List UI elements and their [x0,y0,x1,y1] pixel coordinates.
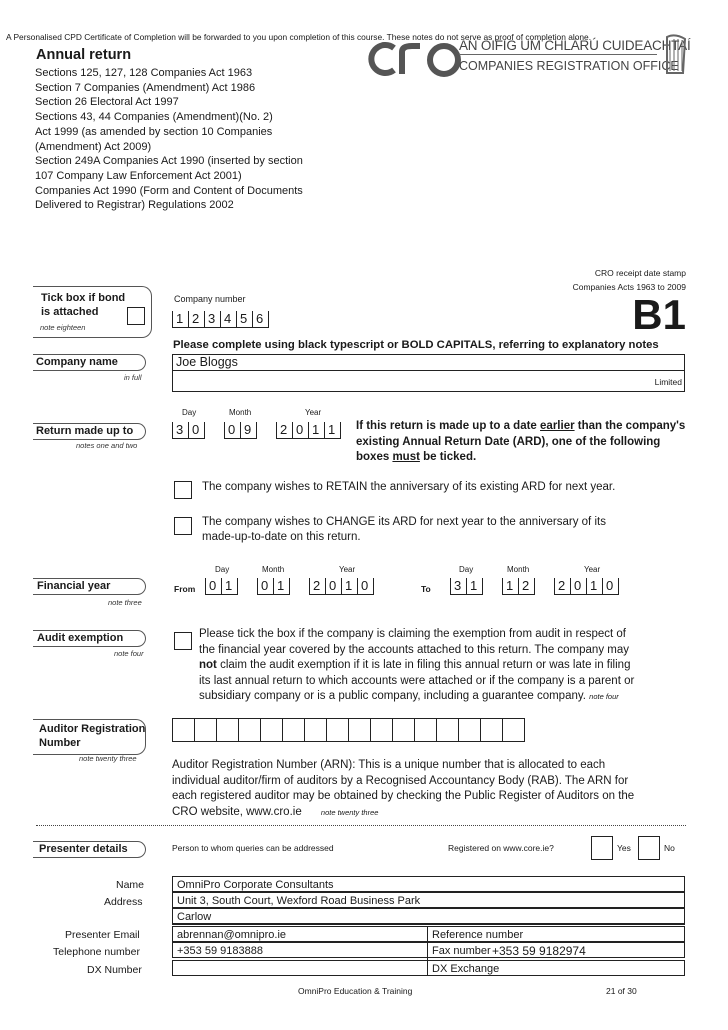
digit: 2 [518,578,534,594]
footer-page: 21 of 30 [606,986,637,996]
warning-earlier: earlier [540,420,575,432]
audit-line-3-rest: claim the audit exemption if it is late in filing this annual return or was late in filing [216,659,631,671]
warning-text-mid: than the company's existing Annual Return Date (ARD), one of the following boxes [356,420,686,463]
return-month-input[interactable] [224,422,257,439]
digit: 9 [240,422,256,438]
presenter-dx-row [172,960,685,976]
digit: 4 [220,311,236,327]
audit-note: note four [114,649,144,658]
fy-to-day-input[interactable] [450,578,483,595]
company-number-input[interactable] [172,311,269,328]
core-label: Registered on www.core.ie? [448,843,554,853]
fy-from-label: From [174,584,196,594]
bond-label-2: is attached [41,306,99,318]
company-number-label: Company number [174,294,246,304]
core-no-checkbox[interactable] [638,836,660,860]
audit-line: Please tick the box if the company is claiming the exemption from audit in respect of [199,628,626,640]
core-yes-label: Yes [617,843,631,853]
bond-checkbox[interactable] [127,307,145,325]
cro-english-name: COMPANIES REGISTRATION OFFICE [459,59,679,73]
digit: 0 [292,422,308,438]
arn-desc-line: individual auditor/firm of auditors by a Recognised Accountancy Body (RAB). The ARN for [172,774,629,787]
presenter-email-value[interactable]: abrennan@omnipro.ie [177,929,287,941]
company-name-field[interactable] [172,354,685,392]
fy-from-year-input[interactable] [309,578,374,595]
section-separator [36,825,686,826]
arn-box [305,719,327,741]
digit: 1 [221,578,237,594]
company-name-label: Company name [36,356,118,368]
warning-must: must [392,451,420,463]
warning-text-end: be ticked. [419,451,477,463]
digit: 2 [309,578,325,594]
legislation-line: Act 1999 (as amended by section 10 Companies [35,125,273,138]
arn-box [371,719,393,741]
digit: 3 [450,578,466,594]
digit: 3 [204,311,220,327]
legislation-line: Section 7 Companies (Amendment) Act 1986 [35,81,256,94]
digit: 0 [257,578,273,594]
company-name-divider [172,370,685,371]
return-note: notes one and two [76,441,138,450]
arn-desc-line: each registered auditor may be obtained by checking the Public Register of Auditors on the [172,790,635,802]
core-no-label: No [664,843,675,853]
digit: 6 [252,311,268,327]
phone-label: Telephone number [53,946,140,958]
presenter-address-value: Unit 3, South Court, Wexford Road Business Park [177,895,421,907]
reference-number-label: Reference number [432,929,524,941]
fy-from-month-input[interactable] [257,578,290,595]
cpd-notice: A Personalised CPD Certificate of Completion will be forwarded to you upon completion of this course. These notes do not serve as proof of completion alone. [6,32,592,42]
digit: 1 [502,578,518,594]
legislation-line: Sections 43, 44 Companies (Amendment)(No. 2) [35,111,273,124]
fy-from-year-label: Year [339,565,356,574]
legislation-line: Sections 125, 127, 128 Companies Act 1963 [35,67,253,79]
fy-to-day-label: Day [459,565,474,574]
arn-box [239,719,261,741]
company-name-suffix: Limited [654,377,682,387]
arn-input[interactable] [172,718,525,742]
presenter-phone-row [172,942,685,958]
return-day-input[interactable] [172,422,205,439]
cro-irish-name: AN OIFIG UM CHLÁRÚ CUIDEACHTAÍ [459,38,691,53]
digit: 1 [341,578,357,594]
audit-text [199,627,634,705]
bond-label: Tick box if bond [41,292,126,304]
legislation-line: Section 26 Electoral Act 1997 [35,96,179,109]
digit: 1 [586,578,602,594]
financial-year-label: Financial year [37,580,111,592]
retain-ard-checkbox[interactable] [174,481,192,499]
legislation-line: Section 249A Companies Act 1990 (inserted by section [35,155,303,168]
digit: 1 [466,578,482,594]
digit: 3 [172,422,188,438]
legislation-line: 107 Company Law Enforcement Act 2001) [35,169,242,182]
digit: 0 [602,578,618,594]
presenter-email-row [172,926,685,942]
name-label: Name [116,879,145,891]
arn-box [195,719,217,741]
digit: 0 [570,578,586,594]
return-day-label: Day [182,408,197,417]
company-name-note: in full [124,373,142,382]
digit: 2 [276,422,292,438]
digit: 0 [325,578,341,594]
fax-number-label: Fax number [432,945,491,957]
address-label: Address [104,896,143,908]
form-title: Annual return [36,47,132,63]
digit: 1 [324,422,340,438]
arn-box [459,719,481,741]
dx-exchange-label: DX Exchange [432,963,500,975]
financial-year-note: note three [108,598,142,607]
arn-box [415,719,437,741]
digit: 2 [554,578,570,594]
audit-line-5 [199,689,634,705]
presenter-label: Presenter details [39,843,128,855]
presenter-name-field[interactable] [172,876,685,892]
fy-from-day-input[interactable] [205,578,238,595]
audit-inline-note: note four [589,692,619,701]
legislation-line: Delivered to Registrar) Regulations 2002 [35,199,234,212]
change-ard-text-2: made-up-to-date on this return. [202,531,361,543]
change-ard-checkbox[interactable] [174,517,192,535]
digit: 0 [224,422,240,438]
fax-number-value[interactable]: +353 59 9182974 [492,944,586,958]
retain-ard-text: The company wishes to RETAIN the anniversary of its existing ARD for next year. [202,481,616,493]
arn-note: note twenty three [79,754,137,763]
arn-box [503,719,524,741]
arn-box [437,719,459,741]
fy-from-day-label: Day [215,565,230,574]
queries-label: Person to whom queries can be addressed [172,843,334,853]
digit: 1 [172,311,188,327]
return-month-label: Month [229,408,252,417]
presenter-address-field[interactable] [172,892,685,908]
digit: 0 [357,578,373,594]
audit-label: Audit exemption [37,632,124,644]
change-ard-text: The company wishes to CHANGE its ARD for next year to the anniversary of its [202,516,606,528]
company-name-value: Joe Bloggs [176,355,238,369]
audit-line-3 [199,658,634,674]
arn-desc-line: Auditor Registration Number (ARN): This is a unique number that is allocated to each [172,759,606,771]
arn-desc-website: CRO website, www.cro.ie [172,805,302,818]
return-label: Return made up to [36,425,134,437]
arn-box [261,719,283,741]
audit-not: not [199,659,217,671]
form-code: B1 [632,291,686,338]
digit: 1 [273,578,289,594]
audit-line-5-text: subsidiary company or is a public company, including a guarantee company. [199,690,586,702]
arn-box [327,719,349,741]
arn-box [481,719,503,741]
arn-label: Auditor Registration [39,723,146,735]
dx-label: DX Number [87,964,142,976]
fy-to-label: To [421,584,431,594]
presenter-address-field-2[interactable] [172,908,685,924]
presenter-name-value: OmniPro Corporate Consultants [177,879,334,891]
bond-note: note eighteen [40,323,86,332]
digit: 1 [308,422,324,438]
presenter-phone-value[interactable]: +353 59 9183888 [177,945,263,957]
arn-desc-line-4 [172,805,634,821]
arn-box [173,719,195,741]
digit: 0 [205,578,221,594]
audit-exemption-checkbox[interactable] [174,632,192,650]
fy-to-year-label: Year [584,565,601,574]
fy-to-year-input[interactable] [554,578,619,595]
digit: 0 [188,422,204,438]
grid-gap-line [172,924,685,925]
return-year-input[interactable] [276,422,341,439]
fy-from-month-label: Month [262,565,285,574]
presenter-address-value-2: Carlow [177,911,212,923]
stamp-label: CRO receipt date stamp [594,268,686,278]
cro-logo [368,34,468,78]
fy-to-month-label: Month [507,565,530,574]
audit-line: the financial year covered by the accounts attached to this return. The company may [199,643,629,656]
grid-divider [427,926,428,976]
logo-divider [459,54,657,55]
fy-to-month-input[interactable] [502,578,535,595]
stamp-acts: Companies Acts 1963 to 2009 [572,282,686,292]
legislation-line: Companies Act 1990 (Form and Content of Documents [35,184,303,197]
digit: 2 [188,311,204,327]
footer-org: OmniPro Education & Training [298,986,413,996]
legislation-list [35,66,303,213]
arn-box [349,719,371,741]
warning-text: If this return is made up to a date [356,420,541,432]
arn-inline-note: note twenty three [320,807,379,817]
arn-box [283,719,305,741]
return-warning [356,419,686,466]
arn-label-2: Number [39,737,81,749]
return-year-label: Year [305,408,322,417]
digit: 5 [236,311,252,327]
audit-line: its last annual return to which accounts were attached or if the company is a parent or [199,674,635,687]
instructions: Please complete using black typescript or BOLD CAPITALS, referring to explanatory notes [173,339,659,351]
arn-box [393,719,415,741]
core-yes-checkbox[interactable] [591,836,613,860]
arn-description [172,758,634,820]
arn-box [217,719,239,741]
email-label: Presenter Email [65,929,140,941]
harp-icon [661,33,689,77]
legislation-line: (Amendment) Act 2009) [35,140,152,153]
